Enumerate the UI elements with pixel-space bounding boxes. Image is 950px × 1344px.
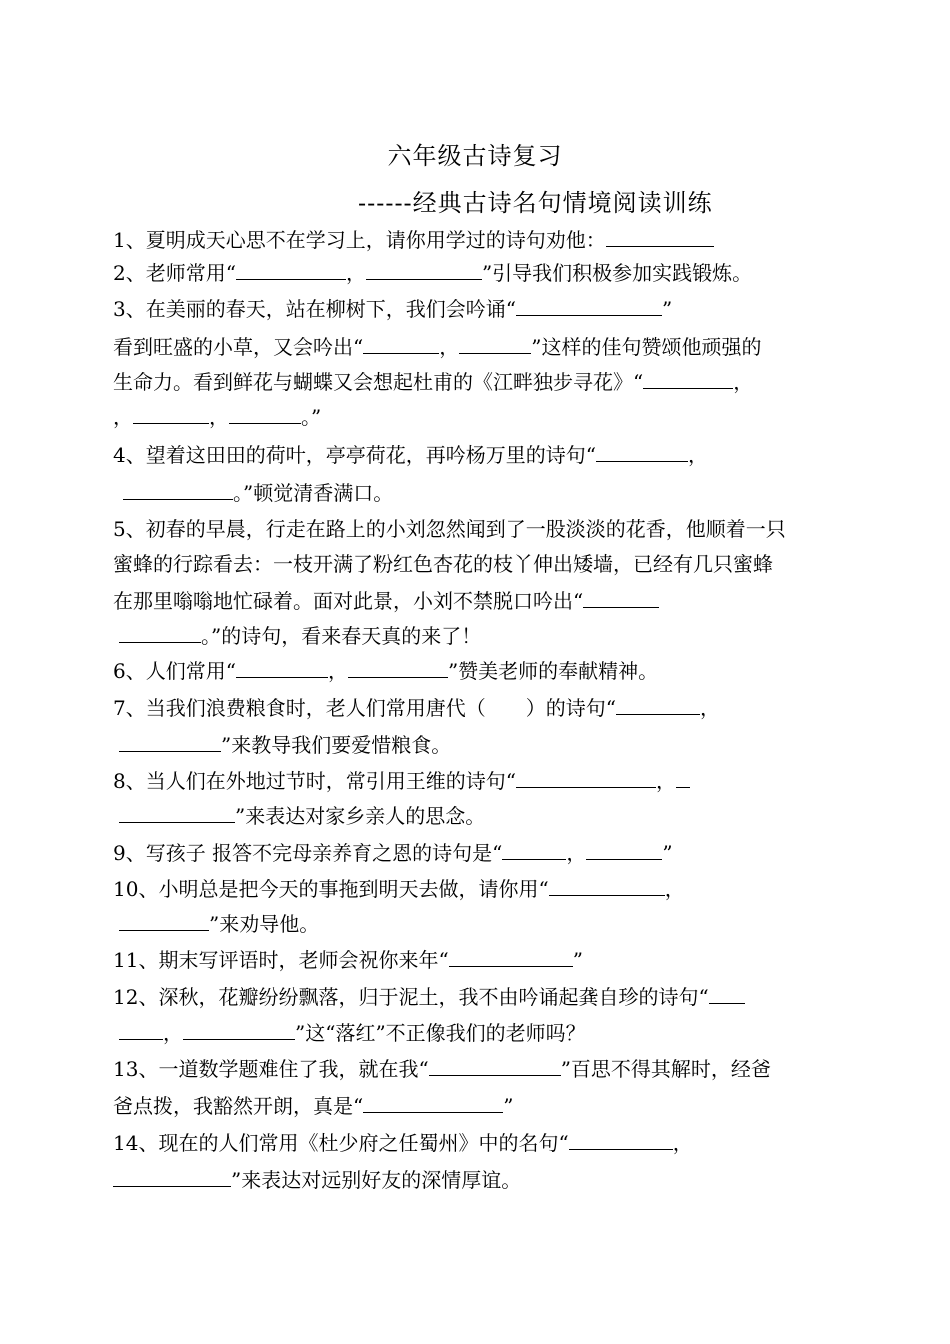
question-text: ， <box>163 1021 183 1045</box>
question-text: 爸点拨，我豁然开朗，真是“ <box>113 1094 364 1118</box>
question-8-line-2 <box>113 802 485 830</box>
answer-blank[interactable] <box>123 479 233 500</box>
answer-blank[interactable] <box>133 403 209 424</box>
question-text: 。”的诗句，看来春天真的来了！ <box>201 624 482 648</box>
question-text: ， <box>672 1131 693 1155</box>
question-text: 9、写孩子 报答不完母亲养育之恩的诗句是“ <box>113 841 503 865</box>
question-text: 在那里嗡嗡地忙碌着。面对此景，小刘不禁脱口吟出“ <box>113 589 584 613</box>
question-14 <box>113 1129 693 1157</box>
question-9 <box>113 839 673 867</box>
question-text: ， <box>566 841 587 865</box>
question-text: ”赞美老师的奉献精神。 <box>447 659 659 683</box>
answer-blank[interactable] <box>516 767 656 788</box>
answer-blank[interactable] <box>363 1092 503 1113</box>
answer-blank[interactable] <box>119 802 235 823</box>
question-text: ， <box>687 443 708 467</box>
question-text: ”引导我们积极参加实践锻炼。 <box>481 261 753 285</box>
answer-blank[interactable] <box>229 403 301 424</box>
question-text: ”这“落红”不正像我们的老师吗？ <box>295 1021 586 1045</box>
page-subtitle: ------经典古诗名句情境阅读训练 <box>358 189 713 217</box>
question-8 <box>113 767 690 795</box>
answer-blank[interactable] <box>183 1019 295 1040</box>
question-text: ， <box>733 370 754 394</box>
question-text: 6、人们常用“ <box>113 659 236 683</box>
question-text: ， <box>655 769 676 793</box>
question-text: ”来劝导他。 <box>209 912 320 936</box>
question-text: ， <box>327 659 348 683</box>
question-text: ， <box>439 335 460 359</box>
question-5-line-3 <box>113 587 659 615</box>
question-13 <box>113 1055 771 1083</box>
question-text: 7、当我们浪费粮食时，老人们常用唐代（ ）的诗句“ <box>113 696 616 720</box>
question-14-line-2 <box>113 1166 521 1194</box>
question-text: 14、现在的人们常用《杜少府之任蜀州》中的名句“ <box>113 1131 569 1155</box>
question-11 <box>113 946 583 974</box>
question-text: ”这样的佳句赞颂他顽强的 <box>531 335 762 359</box>
question-13-line-2 <box>113 1092 513 1120</box>
answer-blank[interactable] <box>366 259 482 280</box>
question-text: ， <box>664 877 685 901</box>
answer-blank[interactable] <box>113 1166 231 1187</box>
answer-blank[interactable] <box>363 333 439 354</box>
question-3-line-4 <box>113 403 321 431</box>
question-text: ”来表达对远别好友的深情厚谊。 <box>231 1168 522 1192</box>
question-text: 12、深秋，花瓣纷纷飘落，归于泥土，我不由吟诵起龚自珍的诗句“ <box>113 985 709 1009</box>
answer-blank[interactable] <box>119 622 201 643</box>
question-4-line-2 <box>113 479 393 507</box>
question-text: 13、一道数学题难住了我，就在我“ <box>113 1057 429 1081</box>
answer-blank[interactable] <box>348 657 448 678</box>
question-2 <box>113 259 752 287</box>
question-7 <box>113 694 720 722</box>
question-12-line-2 <box>113 1019 586 1047</box>
question-text: ， <box>113 405 133 429</box>
question-1 <box>113 226 714 254</box>
question-text: ” <box>662 841 673 865</box>
question-text: 2、老师常用“ <box>113 261 236 285</box>
question-text: ， <box>345 261 366 285</box>
question-text: 1、夏明成天心思不在学习上，请你用学过的诗句劝他： <box>113 228 606 252</box>
answer-blank[interactable] <box>676 767 690 788</box>
question-4 <box>113 441 708 469</box>
question-text: ”来教导我们要爱惜粮食。 <box>221 733 452 757</box>
answer-blank[interactable] <box>709 983 745 1004</box>
question-3-line-3 <box>113 368 753 396</box>
question-text: 3、在美丽的春天，站在柳树下，我们会吟诵“ <box>113 297 516 321</box>
question-text: 。”顿觉清香满口。 <box>233 481 394 505</box>
question-text: 4、望着这田田的荷叶，亭亭荷花，再吟杨万里的诗句“ <box>113 443 596 467</box>
question-10 <box>113 875 685 903</box>
answer-blank[interactable] <box>119 731 221 752</box>
question-text: 。” <box>301 405 322 429</box>
question-text: ， <box>209 405 229 429</box>
question-5-line-4 <box>113 622 481 650</box>
question-3-line-2 <box>113 333 761 361</box>
answer-blank[interactable] <box>429 1055 561 1076</box>
answer-blank[interactable] <box>449 946 573 967</box>
answer-blank[interactable] <box>616 694 700 715</box>
question-text: ”百思不得其解时，经爸 <box>560 1057 771 1081</box>
answer-blank[interactable] <box>516 295 662 316</box>
question-text: ”来表达对家乡亲人的思念。 <box>235 804 486 828</box>
answer-blank[interactable] <box>549 875 665 896</box>
answer-blank[interactable] <box>643 368 733 389</box>
question-text: 生命力。看到鲜花与蝴蝶又会想起杜甫的《江畔独步寻花》“ <box>113 370 644 394</box>
answer-blank[interactable] <box>569 1129 673 1150</box>
answer-blank[interactable] <box>236 657 328 678</box>
question-7-line-2 <box>113 731 451 759</box>
page-title: 六年级古诗复习 <box>387 142 563 170</box>
answer-blank[interactable] <box>596 441 688 462</box>
answer-blank[interactable] <box>119 910 209 931</box>
question-text: 11、期末写评语时，老师会祝你来年“ <box>113 948 449 972</box>
question-text: 8、当人们在外地过节时，常引用王维的诗句“ <box>113 769 516 793</box>
answer-blank[interactable] <box>459 333 531 354</box>
question-10-line-2 <box>113 910 319 938</box>
question-text: ” <box>572 948 583 972</box>
question-text: 10、小明总是把今天的事拖到明天去做，请你用“ <box>113 877 549 901</box>
question-6 <box>113 657 658 685</box>
question-text: 看到旺盛的小草，又会吟出“ <box>113 335 364 359</box>
answer-blank[interactable] <box>583 587 659 608</box>
question-text: 5、初春的早晨，行走在路上的小刘忽然闻到了一股淡淡的花香，他顺着一只 <box>113 517 786 541</box>
answer-blank[interactable] <box>606 226 714 247</box>
answer-blank[interactable] <box>119 1019 163 1040</box>
answer-blank[interactable] <box>586 839 662 860</box>
question-text: ” <box>661 297 673 321</box>
question-12 <box>113 983 745 1011</box>
question-5-line-2 <box>113 550 773 578</box>
answer-blank[interactable] <box>236 259 346 280</box>
question-text: 蜜蜂的行踪看去：一枝开满了粉红色杏花的枝丫伸出矮墙，已经有几只蜜蜂 <box>113 552 773 576</box>
question-3 <box>113 295 672 323</box>
answer-blank[interactable] <box>502 839 566 860</box>
question-5 <box>113 515 786 543</box>
question-text: ” <box>503 1094 514 1118</box>
question-text: ， <box>699 696 720 720</box>
